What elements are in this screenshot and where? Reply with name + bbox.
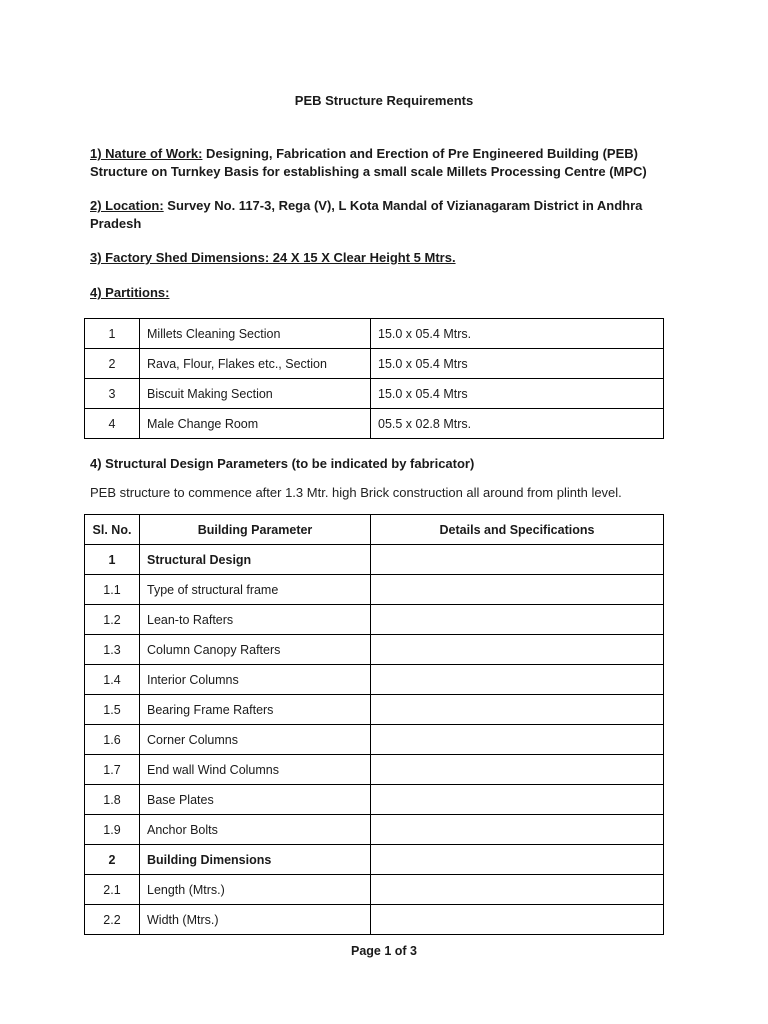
partition-size: 15.0 x 05.4 Mtrs. [371, 319, 664, 349]
partitions-heading [90, 284, 690, 302]
design-parameters-table [84, 514, 664, 935]
partition-number: 3 [85, 379, 140, 409]
parameter-name: Building Dimensions [140, 845, 371, 875]
parameter-number: 2.2 [85, 905, 140, 935]
parameter-name: Corner Columns [140, 725, 371, 755]
parameter-number: 2 [85, 845, 140, 875]
partition-number: 2 [85, 349, 140, 379]
parameter-details [371, 545, 664, 575]
table-row [85, 695, 664, 725]
partition-size: 15.0 x 05.4 Mtrs [371, 379, 664, 409]
parameter-name: Bearing Frame Rafters [140, 695, 371, 725]
nature-of-work-text: Designing, Fabrication and Erection of Pre Engineered Building (PEB) Structure on Turnkey Basis for establishing a small scale Millets Processing Centre (MPC) [90, 146, 647, 179]
table-row [85, 319, 664, 349]
parameter-number: 1.1 [85, 575, 140, 605]
partitions-table [84, 318, 664, 439]
table-row [85, 635, 664, 665]
peb-note: PEB structure to commence after 1.3 Mtr. high Brick construction all around from plinth level. [90, 485, 622, 500]
parameter-details [371, 635, 664, 665]
header-details: Details and Specifications [371, 515, 664, 545]
parameter-details [371, 725, 664, 755]
factory-shed-dimensions [90, 249, 690, 267]
table-row [85, 665, 664, 695]
page-number: Page 1 of 3 [351, 944, 417, 958]
location-text: Survey No. 117-3, Rega (V), L Kota Mandal of Vizianagaram District in Andhra Pradesh [90, 198, 643, 231]
parameter-number: 1.9 [85, 815, 140, 845]
parameter-details [371, 815, 664, 845]
table-row [85, 785, 664, 815]
parameter-details [371, 875, 664, 905]
parameter-name: Base Plates [140, 785, 371, 815]
nature-of-work [90, 145, 690, 181]
parameter-number: 1.8 [85, 785, 140, 815]
table-row [85, 409, 664, 439]
table-header-row [85, 515, 664, 545]
partition-number: 4 [85, 409, 140, 439]
table-row [85, 545, 664, 575]
parameter-number: 1.5 [85, 695, 140, 725]
parameter-name: Structural Design [140, 545, 371, 575]
partition-name: Millets Cleaning Section [140, 319, 371, 349]
parameter-details [371, 605, 664, 635]
parameter-name: Type of structural frame [140, 575, 371, 605]
header-building-parameter: Building Parameter [140, 515, 371, 545]
table-row [85, 815, 664, 845]
parameter-name: Column Canopy Rafters [140, 635, 371, 665]
partition-size: 05.5 x 02.8 Mtrs. [371, 409, 664, 439]
partitions-label: 4) Partitions: [90, 285, 170, 300]
parameter-name: Interior Columns [140, 665, 371, 695]
partition-number: 1 [85, 319, 140, 349]
parameter-name: Anchor Bolts [140, 815, 371, 845]
parameter-details [371, 665, 664, 695]
table-row [85, 845, 664, 875]
parameter-details [371, 905, 664, 935]
parameter-number: 1.6 [85, 725, 140, 755]
parameter-name: Width (Mtrs.) [140, 905, 371, 935]
partition-name: Biscuit Making Section [140, 379, 371, 409]
parameter-details [371, 695, 664, 725]
parameter-details [371, 755, 664, 785]
table-row [85, 755, 664, 785]
location-label: 2) Location: [90, 198, 164, 213]
partition-name: Rava, Flour, Flakes etc., Section [140, 349, 371, 379]
table-row [85, 605, 664, 635]
header-sl-no: Sl. No. [85, 515, 140, 545]
parameter-details [371, 785, 664, 815]
design-parameters-heading: 4) Structural Design Parameters (to be indicated by fabricator) [90, 456, 475, 471]
table-row [85, 725, 664, 755]
table-row [85, 905, 664, 935]
table-row [85, 875, 664, 905]
page-title: PEB Structure Requirements [294, 93, 474, 108]
nature-of-work-label: 1) Nature of Work: [90, 146, 203, 161]
table-row [85, 575, 664, 605]
parameter-number: 1.4 [85, 665, 140, 695]
parameter-number: 1.3 [85, 635, 140, 665]
parameter-name: Lean-to Rafters [140, 605, 371, 635]
partition-name: Male Change Room [140, 409, 371, 439]
partition-size: 15.0 x 05.4 Mtrs [371, 349, 664, 379]
parameter-details [371, 845, 664, 875]
table-row [85, 379, 664, 409]
parameter-number: 2.1 [85, 875, 140, 905]
parameter-number: 1.7 [85, 755, 140, 785]
location [90, 197, 690, 233]
parameter-details [371, 575, 664, 605]
parameter-name: End wall Wind Columns [140, 755, 371, 785]
table-row [85, 349, 664, 379]
factory-shed-text: 3) Factory Shed Dimensions: 24 X 15 X Clear Height 5 Mtrs. [90, 250, 456, 265]
parameter-name: Length (Mtrs.) [140, 875, 371, 905]
parameter-number: 1 [85, 545, 140, 575]
parameter-number: 1.2 [85, 605, 140, 635]
